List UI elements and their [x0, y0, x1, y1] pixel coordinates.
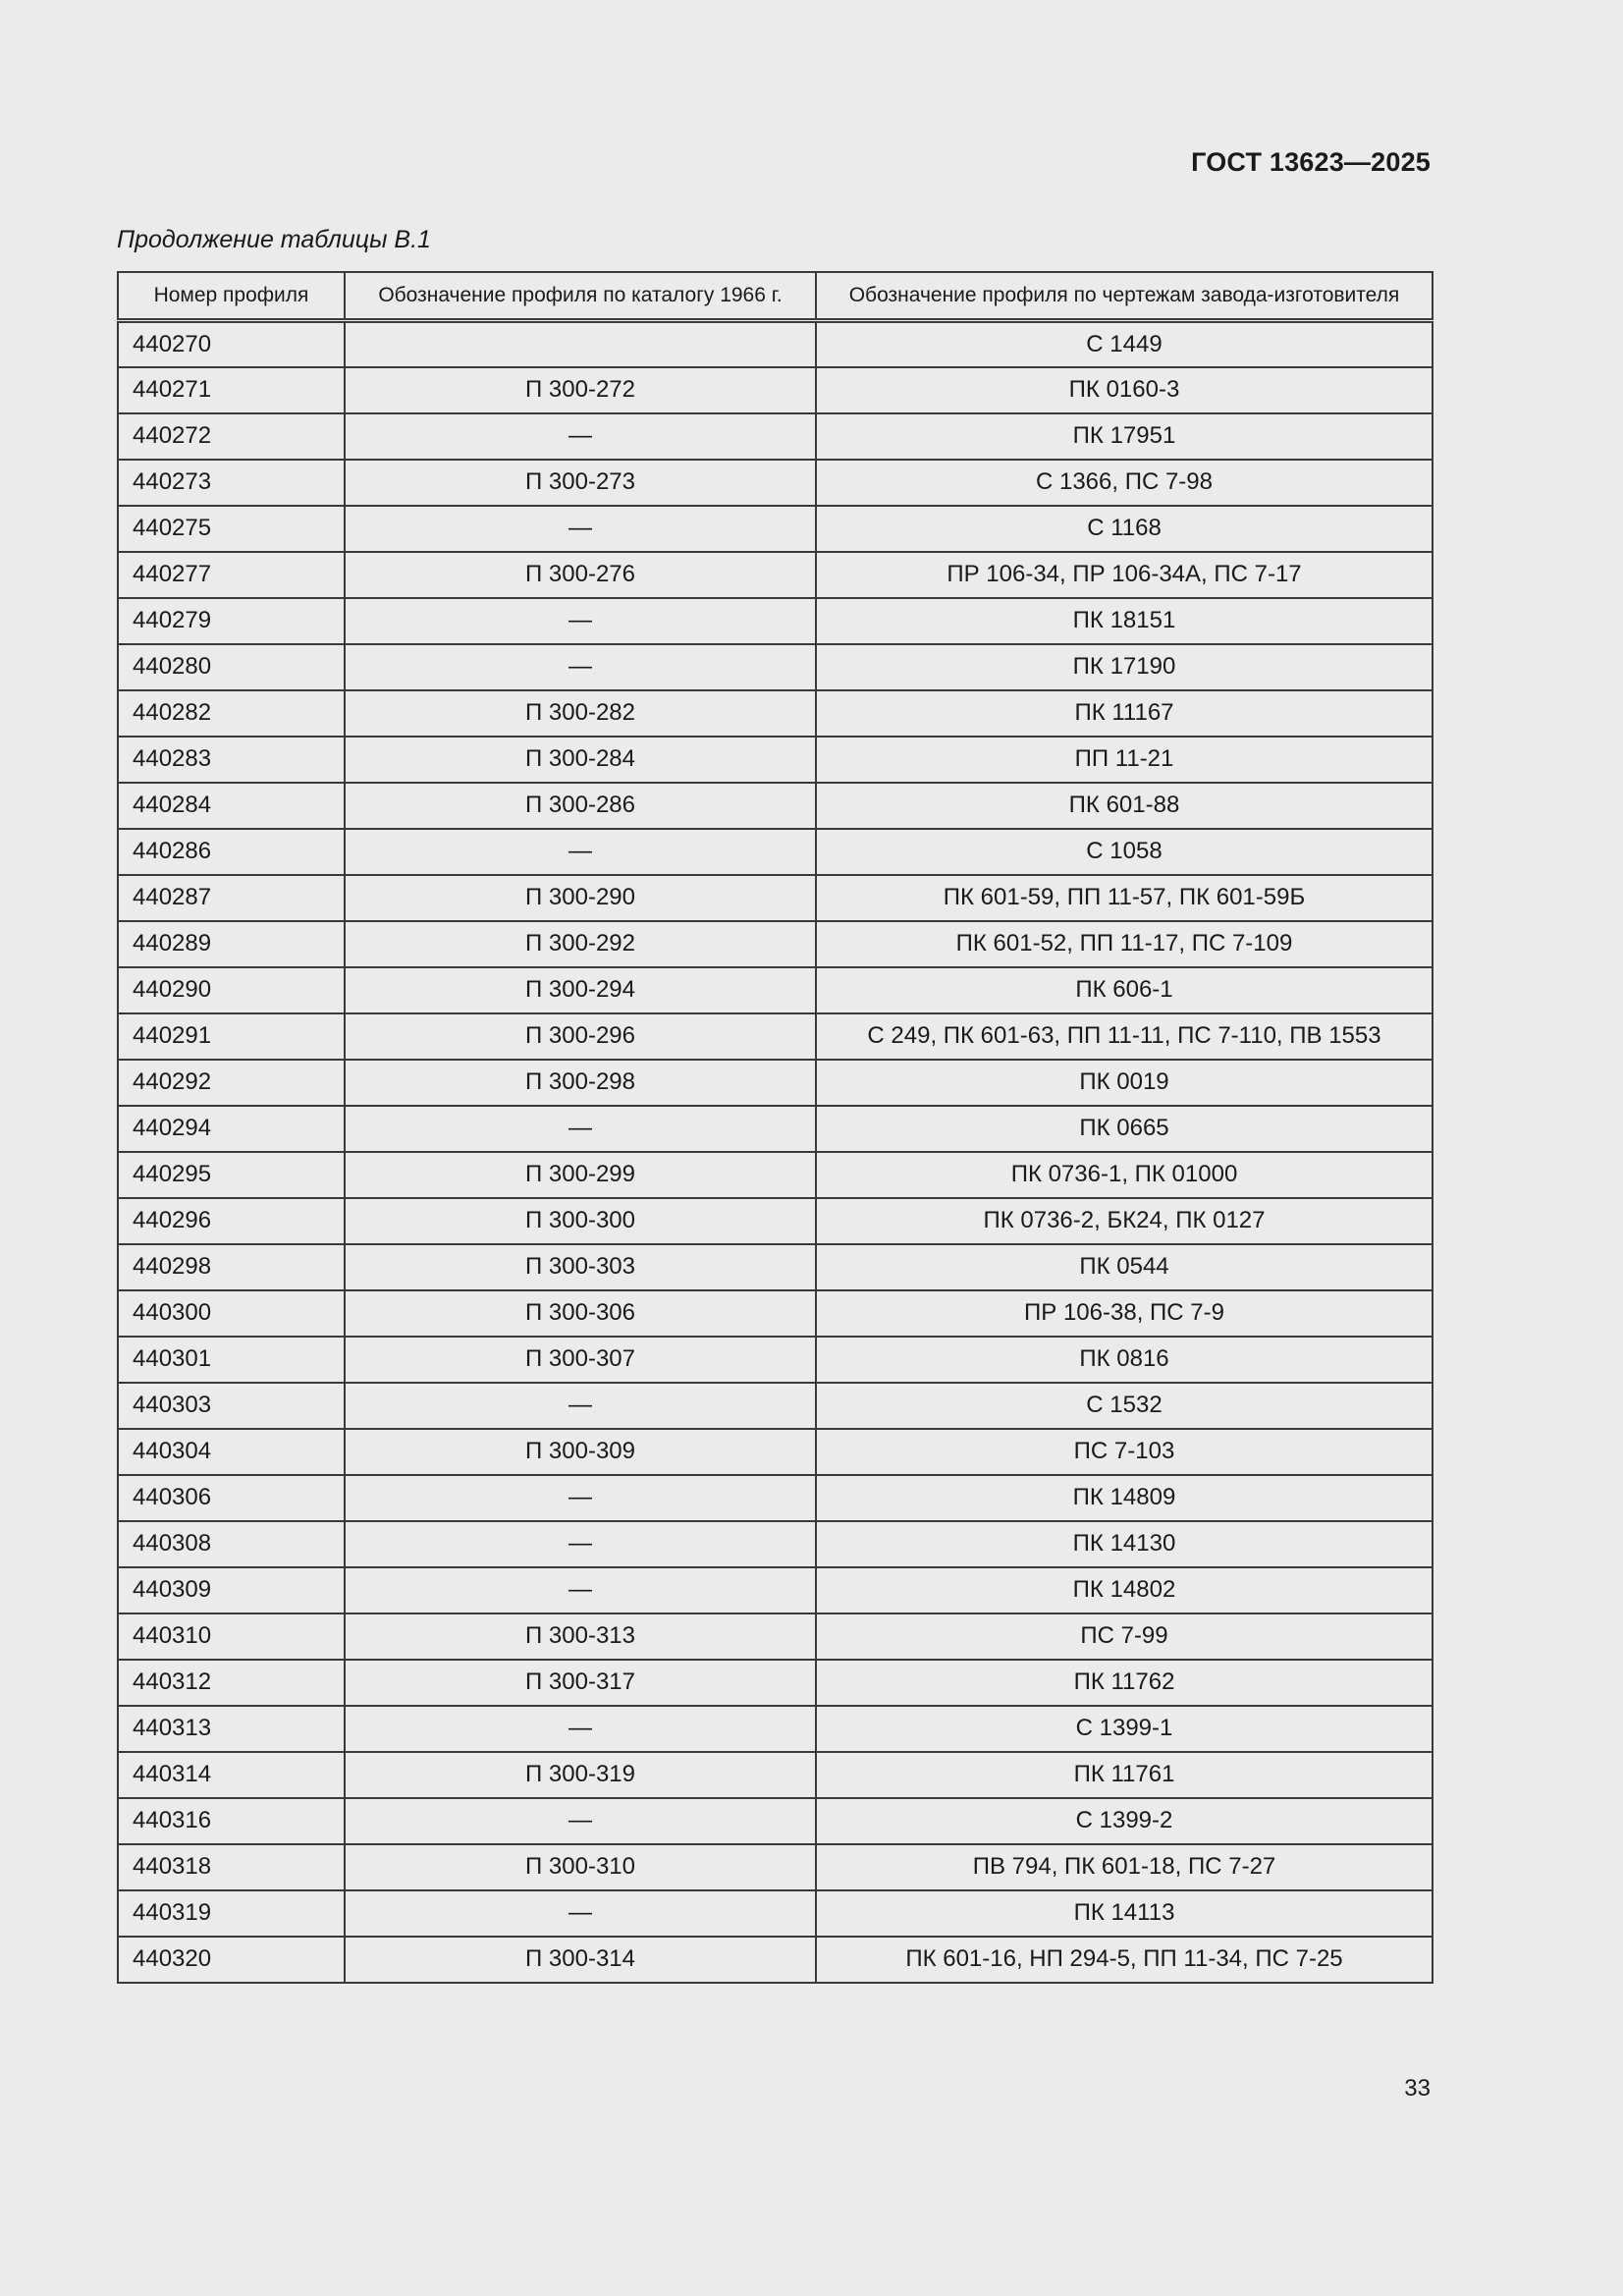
cell-profile-number: 440316 [118, 1798, 345, 1844]
cell-catalog-designation: П 300-317 [345, 1660, 816, 1706]
cell-factory-designation: ПК 14113 [816, 1890, 1433, 1937]
cell-catalog-designation: П 300-300 [345, 1198, 816, 1244]
table-row [118, 552, 1433, 598]
table-row [118, 321, 1433, 367]
table-row [118, 1198, 1433, 1244]
cell-catalog-designation: П 300-309 [345, 1429, 816, 1475]
table-row [118, 1521, 1433, 1567]
cell-profile-number: 440270 [118, 321, 345, 367]
cell-profile-number: 440314 [118, 1752, 345, 1798]
table-row [118, 1337, 1433, 1383]
cell-factory-designation: ПК 18151 [816, 598, 1433, 644]
cell-catalog-designation: П 300-299 [345, 1152, 816, 1198]
table-caption: Продолжение таблицы В.1 [117, 226, 431, 253]
table-row [118, 921, 1433, 967]
cell-factory-designation: ПВ 794, ПК 601-18, ПС 7-27 [816, 1844, 1433, 1890]
cell-catalog-designation: П 300-294 [345, 967, 816, 1013]
table-body [118, 321, 1433, 1983]
column-header-factory-drawings: Обозначение профиля по чертежам завода-изготовителя [816, 272, 1433, 321]
table-row [118, 1890, 1433, 1937]
table-row [118, 1152, 1433, 1198]
cell-profile-number: 440320 [118, 1937, 345, 1983]
cell-profile-number: 440301 [118, 1337, 345, 1383]
table-row [118, 737, 1433, 783]
table-row [118, 506, 1433, 552]
cell-profile-number: 440275 [118, 506, 345, 552]
cell-profile-number: 440318 [118, 1844, 345, 1890]
cell-catalog-designation: П 300-303 [345, 1244, 816, 1290]
cell-factory-designation: С 1532 [816, 1383, 1433, 1429]
table-row [118, 1567, 1433, 1613]
cell-factory-designation: ПК 14809 [816, 1475, 1433, 1521]
table-row [118, 1660, 1433, 1706]
cell-catalog-designation: П 300-272 [345, 367, 816, 413]
table-header [118, 272, 1433, 321]
cell-profile-number: 440294 [118, 1106, 345, 1152]
cell-catalog-designation: — [345, 1521, 816, 1567]
table-row [118, 367, 1433, 413]
cell-catalog-designation: П 300-310 [345, 1844, 816, 1890]
cell-catalog-designation [345, 321, 816, 367]
profiles-table [117, 271, 1434, 1984]
table-row [118, 783, 1433, 829]
table-row [118, 1013, 1433, 1060]
cell-catalog-designation: П 300-290 [345, 875, 816, 921]
table-row [118, 644, 1433, 690]
cell-factory-designation: ПС 7-103 [816, 1429, 1433, 1475]
cell-catalog-designation: — [345, 1798, 816, 1844]
cell-profile-number: 440290 [118, 967, 345, 1013]
cell-profile-number: 440306 [118, 1475, 345, 1521]
cell-profile-number: 440273 [118, 460, 345, 506]
cell-catalog-designation: П 300-282 [345, 690, 816, 737]
table-row [118, 1475, 1433, 1521]
table-row [118, 1244, 1433, 1290]
cell-factory-designation: С 1366, ПС 7-98 [816, 460, 1433, 506]
cell-profile-number: 440312 [118, 1660, 345, 1706]
cell-profile-number: 440292 [118, 1060, 345, 1106]
cell-profile-number: 440284 [118, 783, 345, 829]
cell-factory-designation: ПК 17190 [816, 644, 1433, 690]
table-row [118, 967, 1433, 1013]
cell-profile-number: 440310 [118, 1613, 345, 1660]
cell-catalog-designation: П 300-306 [345, 1290, 816, 1337]
cell-catalog-designation: — [345, 598, 816, 644]
cell-catalog-designation: П 300-286 [345, 783, 816, 829]
cell-factory-designation: ПК 11762 [816, 1660, 1433, 1706]
cell-catalog-designation: — [345, 1567, 816, 1613]
cell-factory-designation: ПК 11761 [816, 1752, 1433, 1798]
cell-catalog-designation: — [345, 1383, 816, 1429]
cell-factory-designation: ПК 606-1 [816, 967, 1433, 1013]
cell-factory-designation: ПК 11167 [816, 690, 1433, 737]
cell-factory-designation: С 1168 [816, 506, 1433, 552]
cell-factory-designation: ПК 14130 [816, 1521, 1433, 1567]
cell-factory-designation: ПК 601-16, НП 294-5, ПП 11-34, ПС 7-25 [816, 1937, 1433, 1983]
cell-profile-number: 440277 [118, 552, 345, 598]
cell-catalog-designation: П 300-319 [345, 1752, 816, 1798]
cell-catalog-designation: — [345, 1106, 816, 1152]
cell-factory-designation: С 249, ПК 601-63, ПП 11-11, ПС 7-110, ПВ 1553 [816, 1013, 1433, 1060]
cell-profile-number: 440272 [118, 413, 345, 460]
cell-factory-designation: ПК 0544 [816, 1244, 1433, 1290]
table-row [118, 875, 1433, 921]
cell-catalog-designation: П 300-273 [345, 460, 816, 506]
cell-profile-number: 440280 [118, 644, 345, 690]
cell-profile-number: 440303 [118, 1383, 345, 1429]
cell-catalog-designation: — [345, 1706, 816, 1752]
header-row [118, 272, 1433, 321]
cell-factory-designation: С 1058 [816, 829, 1433, 875]
cell-catalog-designation: П 300-298 [345, 1060, 816, 1106]
cell-factory-designation: ПС 7-99 [816, 1613, 1433, 1660]
cell-factory-designation: ПР 106-38, ПС 7-9 [816, 1290, 1433, 1337]
cell-profile-number: 440279 [118, 598, 345, 644]
cell-catalog-designation: — [345, 506, 816, 552]
table-row [118, 1060, 1433, 1106]
cell-catalog-designation: П 300-307 [345, 1337, 816, 1383]
table-row [118, 1290, 1433, 1337]
cell-factory-designation: ПК 0736-1, ПК 01000 [816, 1152, 1433, 1198]
cell-profile-number: 440282 [118, 690, 345, 737]
table-row [118, 598, 1433, 644]
table-row [118, 1937, 1433, 1983]
table-row [118, 1706, 1433, 1752]
cell-profile-number: 440296 [118, 1198, 345, 1244]
cell-profile-number: 440313 [118, 1706, 345, 1752]
cell-factory-designation: ПК 17951 [816, 413, 1433, 460]
cell-profile-number: 440291 [118, 1013, 345, 1060]
cell-factory-designation: ПК 601-52, ПП 11-17, ПС 7-109 [816, 921, 1433, 967]
cell-profile-number: 440304 [118, 1429, 345, 1475]
cell-catalog-designation: П 300-313 [345, 1613, 816, 1660]
cell-profile-number: 440283 [118, 737, 345, 783]
cell-catalog-designation: П 300-296 [345, 1013, 816, 1060]
cell-catalog-designation: — [345, 829, 816, 875]
table-row [118, 1613, 1433, 1660]
cell-profile-number: 440295 [118, 1152, 345, 1198]
table-row [118, 690, 1433, 737]
cell-profile-number: 440289 [118, 921, 345, 967]
cell-factory-designation: С 1399-1 [816, 1706, 1433, 1752]
cell-factory-designation: С 1399-2 [816, 1798, 1433, 1844]
cell-factory-designation: ПК 0160-3 [816, 367, 1433, 413]
column-header-catalog-1966: Обозначение профиля по каталогу 1966 г. [345, 272, 816, 321]
cell-profile-number: 440287 [118, 875, 345, 921]
cell-factory-designation: ПК 0816 [816, 1337, 1433, 1383]
table-row [118, 1844, 1433, 1890]
cell-factory-designation: С 1449 [816, 321, 1433, 367]
cell-factory-designation: ПК 0665 [816, 1106, 1433, 1152]
cell-catalog-designation: — [345, 413, 816, 460]
cell-factory-designation: ПК 601-88 [816, 783, 1433, 829]
cell-factory-designation: ПК 0736-2, БК24, ПК 0127 [816, 1198, 1433, 1244]
cell-profile-number: 440308 [118, 1521, 345, 1567]
cell-profile-number: 440298 [118, 1244, 345, 1290]
table-row [118, 460, 1433, 506]
cell-catalog-designation: П 300-314 [345, 1937, 816, 1983]
cell-factory-designation: ПК 601-59, ПП 11-57, ПК 601-59Б [816, 875, 1433, 921]
table-row [118, 1106, 1433, 1152]
cell-profile-number: 440319 [118, 1890, 345, 1937]
cell-catalog-designation: — [345, 1475, 816, 1521]
cell-factory-designation: ПР 106-34, ПР 106-34А, ПС 7-17 [816, 552, 1433, 598]
table-row [118, 413, 1433, 460]
cell-catalog-designation: П 300-276 [345, 552, 816, 598]
cell-factory-designation: ПП 11-21 [816, 737, 1433, 783]
document-code: ГОСТ 13623—2025 [1191, 147, 1431, 177]
cell-catalog-designation: — [345, 1890, 816, 1937]
table-row [118, 1752, 1433, 1798]
cell-profile-number: 440271 [118, 367, 345, 413]
cell-profile-number: 440286 [118, 829, 345, 875]
table-row [118, 1429, 1433, 1475]
table-row [118, 1798, 1433, 1844]
cell-catalog-designation: — [345, 644, 816, 690]
table-row [118, 829, 1433, 875]
cell-profile-number: 440300 [118, 1290, 345, 1337]
cell-factory-designation: ПК 0019 [816, 1060, 1433, 1106]
table-row [118, 1383, 1433, 1429]
cell-catalog-designation: П 300-292 [345, 921, 816, 967]
cell-catalog-designation: П 300-284 [345, 737, 816, 783]
page-number: 33 [1404, 2075, 1431, 2102]
cell-profile-number: 440309 [118, 1567, 345, 1613]
cell-factory-designation: ПК 14802 [816, 1567, 1433, 1613]
column-header-profile-number: Номер профиля [118, 272, 345, 321]
